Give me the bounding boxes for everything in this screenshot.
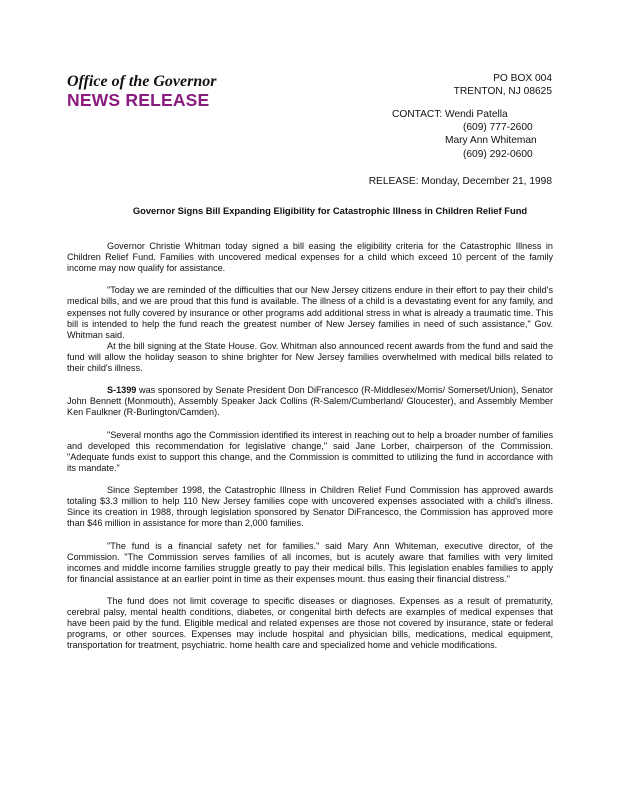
contact-block xyxy=(392,108,552,161)
paragraph-4-text: was sponsored by Senate President Don DiFrancesco (R-Middlesex/Morris/ Somerset/Union), Senator John Bennett (Monmouth), Assembly Speaker Jack Collins (R-Salem/Cumberland/ Gloucester), and Assembly Member Ken Faulkner (R-Burlington/Camden). xyxy=(67,385,553,418)
address-line-po-box: PO BOX 004 xyxy=(493,73,552,84)
paragraph-7: "The fund is a financial safety net for families." said Mary Ann Whiteman, executive director, of the Commission. "The Commission serves families of all incomes, but is acutely aware that families with very limited incomes and middle income families struggle greatly to pay their medical bills. This legislation enables families to apply for financial assistance at an earlier point in time as their expenses mount. thus easing their financial distress." xyxy=(67,540,553,584)
contact-line-2: (609) 777-2600 xyxy=(463,122,533,134)
article-body xyxy=(67,241,553,663)
address-line-city: TRENTON, NJ 08625 xyxy=(453,86,552,97)
paragraph-6: Since September 1998, the Catastrophic Illness in Children Relief Fund Commission has approved awards totaling $3.3 million to help 110 New Jersey families cope with uncovered expenses associated with a child's illness. Since its creation in 1988, through legislation sponsored by Senator DiFrancesco, the Commission has approved more than $46 million in assistance for more than 2,000 families. xyxy=(67,485,553,529)
paragraph-5: "Several months ago the Commission identified its interest in reaching out to help a broader number of families and developed this recommendation for legislative change," said Jane Lorber, chairperson of the Commission. "Adequate funds exist to support this change, and the Commission is committed to utilizing the fund in accordance with its mandate." xyxy=(67,429,553,473)
headline: Governor Signs Bill Expanding Eligibility for Catastrophic Illness in Children Relief Fund xyxy=(132,205,528,216)
contact-line-3: Mary Ann Whiteman xyxy=(445,135,537,147)
contact-line-1: CONTACT: Wendi Patella xyxy=(392,109,508,120)
paragraph-1: Governor Christie Whitman today signed a bill easing the eligibility criteria for the Catastrophic Illness in Children Relief Fund. Families with uncovered medical expenses for a child which exceed 10 percent of the family income may now qualify for assistance. xyxy=(67,241,553,274)
paragraph-3: At the bill signing at the State House. Gov. Whitman also announced recent awards from the fund and said the fund will allow the holiday season to shine brighter for New Jersey families overwhelmed with medical bills related to their child's illness. xyxy=(67,340,553,373)
release-date: RELEASE: Monday, December 21, 1998 xyxy=(368,176,552,187)
paragraph-4 xyxy=(67,385,553,418)
paragraph-8: The fund does not limit coverage to specific diseases or diagnoses. Expenses as a result of prematurity, cerebral palsy, mental health conditions, diabetes, or congenital birth defects are examples of medical expenses that have been paid by the fund. Eligible medical and related expenses are those not covered by insurance, state or federal programs, or other sources. Expenses may include hospital and physician bills, medications, medical equipment, transportation for treatment, psychiatric. home health care and specialized home and vehicle modifications. xyxy=(67,596,553,651)
office-title: Office of the Governor xyxy=(67,73,217,90)
contact-line-4: (609) 292-0600 xyxy=(463,148,533,160)
paragraph-2: "Today we are reminded of the difficulties that our New Jersey citizens endure in their effort to pay their child's medical bills, and we are proud that this fund is available. The illness of a child is a devastating event for any family, and expenses not fully covered by insurance or other programs add additional stress in what is already a traumatic time. This bill is intended to help the fund reach the greatest number of New Jersey families in need of such assistance," Gov. Whitman said. xyxy=(67,285,553,340)
mailing-address xyxy=(352,72,552,98)
bill-number: S-1399 xyxy=(107,385,137,396)
news-release-heading: NEWS RELEASE xyxy=(67,90,210,110)
